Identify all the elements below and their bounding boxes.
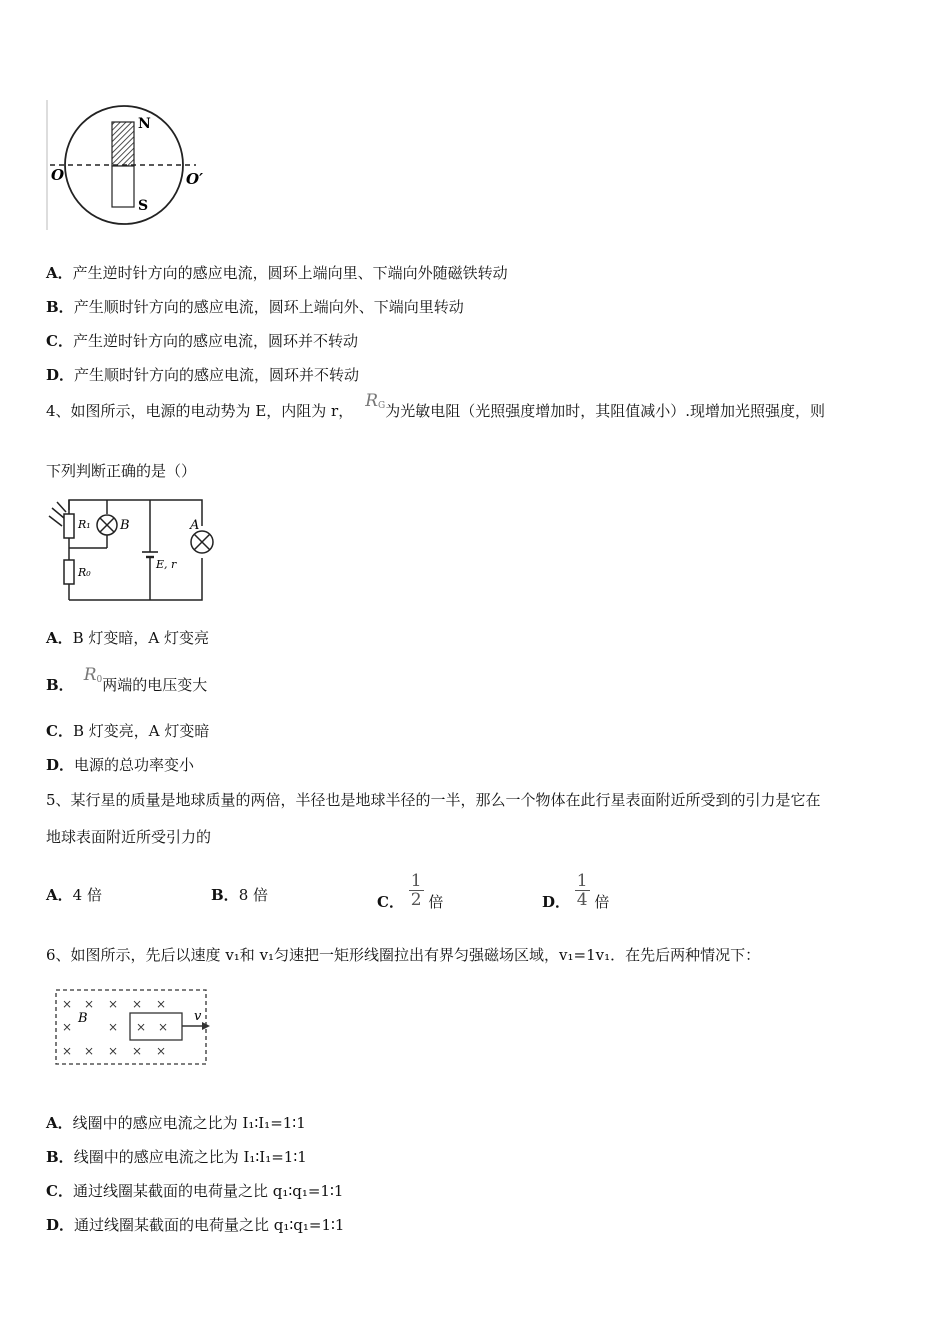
svg-text:×: × [62, 1020, 73, 1034]
label-n: N [138, 116, 151, 132]
q6-option-a: A．线圈中的感应电流之比为 I₁∶I₁=1∶1 [46, 1114, 306, 1132]
q5-option-c: C． $\frac{1}{2}$ 倍 [377, 871, 444, 911]
q6-stem: 6、如图所示，先后以速度 v₁和 v₁匀速把一矩形线圈拉出有界匀强磁场区域，v₁=1v₁．在先后两种情况下： [46, 946, 761, 964]
svg-text:×: × [132, 1044, 143, 1058]
svg-text:×: × [136, 1020, 147, 1034]
svg-text:×: × [108, 1044, 119, 1058]
light-ray [49, 516, 62, 526]
circuit-figure [44, 496, 219, 606]
label-o: O [51, 166, 65, 184]
q5-option-d: D． $\frac{1}{4}$ 倍 [542, 871, 610, 911]
light-ray [52, 508, 64, 518]
field-crosses [62, 997, 168, 1058]
label-v: v [194, 1009, 202, 1024]
svg-text:×: × [158, 1020, 169, 1034]
magnetic-field-figure [52, 986, 222, 1068]
svg-text:×: × [84, 997, 95, 1011]
q5-stem-line2: 地球表面附近所受引力的 [46, 828, 212, 846]
q3-option-b: B．产生顺时针方向的感应电流，圆环上端向外、下端向里转动 [46, 298, 464, 316]
q4-option-d: D．电源的总功率变小 [46, 756, 195, 774]
q4-option-c: C．B 灯变亮，A 灯变暗 [46, 722, 210, 740]
label-a: A [190, 518, 200, 533]
label-r1: R₁ [78, 518, 91, 531]
q4-stem-line2: 下列判断正确的是（） [46, 462, 197, 480]
fraction-one-quarter: $\frac{1}{4}$ [576, 871, 588, 910]
svg-text:×: × [62, 1044, 73, 1058]
light-ray [57, 502, 66, 512]
q3-option-c: C．产生逆时针方向的感应电流，圆环并不转动 [46, 332, 358, 350]
q4-stem-line1: 4、如图所示，电源的电动势为 E，内阻为 r， $R_G$为光敏电阻（光照强度增加时，其阻值减小）.现增加光照强度，则 [46, 391, 825, 420]
svg-text:×: × [108, 1020, 119, 1034]
r0-symbol: R [83, 665, 97, 685]
q4-option-a: A．B 灯变暗，A 灯变亮 [46, 629, 210, 647]
svg-text:×: × [108, 997, 119, 1011]
q5-stem-line1: 5、某行星的质量是地球质量的两倍，半径也是地球半径的一半，那么一个物体在此行星表面附近所受到的引力是它在 [46, 791, 821, 809]
q3-option-a: A．产生逆时针方向的感应电流，圆环上端向里、下端向外随磁铁转动 [46, 264, 508, 282]
svg-text:×: × [132, 997, 143, 1011]
svg-text:×: × [62, 997, 73, 1011]
q6-option-d: D．通过线圈某截面的电荷量之比 q₁∶q₁=1∶1 [46, 1216, 345, 1234]
q5-option-a: A．4 倍 [46, 886, 102, 904]
resistor-r0 [64, 560, 74, 584]
q3-option-d: D．产生顺时针方向的感应电流，圆环并不转动 [46, 366, 360, 384]
rg-symbol: R [365, 391, 379, 411]
label-er: E, r [156, 558, 177, 571]
label-b: B [120, 518, 130, 533]
q4-option-b: B． $R_0$两端的电压变大 [46, 665, 208, 694]
q6-option-b: B．线圈中的感应电流之比为 I₁∶I₁=1∶1 [46, 1148, 307, 1166]
label-o-prime: O′ [186, 170, 204, 188]
svg-text:×: × [84, 1044, 95, 1058]
ring-magnet-figure [44, 96, 214, 234]
label-b-field: B [78, 1011, 88, 1026]
q6-option-c: C．通过线圈某截面的电荷量之比 q₁∶q₁=1∶1 [46, 1182, 344, 1200]
fraction-one-half: $\frac{1}{2}$ [410, 871, 422, 910]
label-s: S [138, 198, 149, 214]
magnet-north-half [112, 122, 134, 166]
label-r0: R₀ [78, 566, 91, 579]
resistor-r1 [64, 514, 74, 538]
svg-text:×: × [156, 997, 167, 1011]
q5-option-b: B．8 倍 [211, 886, 268, 904]
svg-text:×: × [156, 1044, 167, 1058]
field-boundary [56, 990, 206, 1064]
bottom-wire [69, 558, 202, 600]
magnet-south-half [112, 166, 134, 207]
